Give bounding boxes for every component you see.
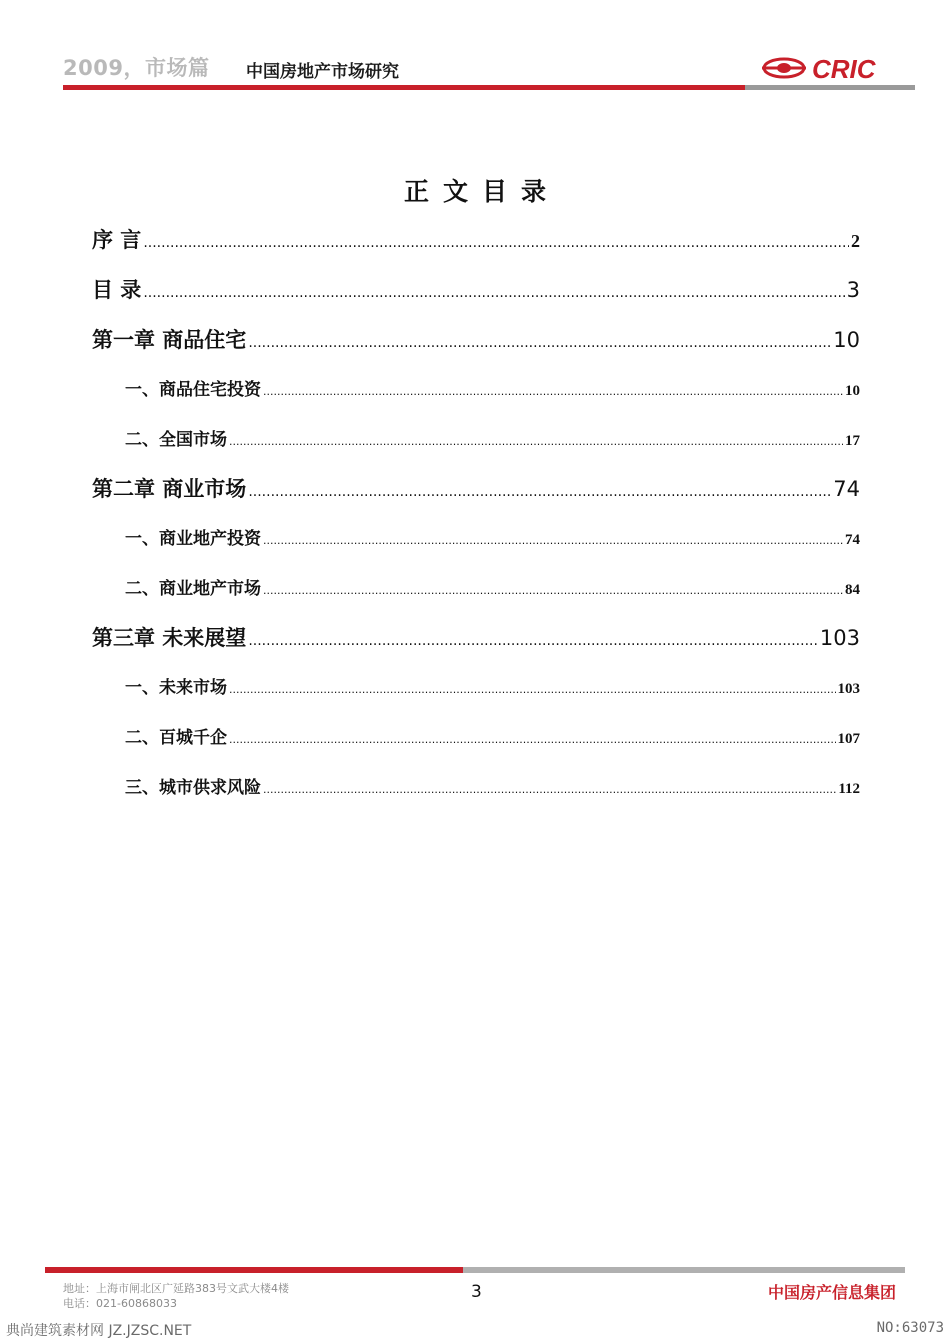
toc-leader-dots (143, 285, 844, 301)
header-bar-gray (745, 85, 915, 90)
toc-leader-dots (229, 683, 836, 696)
toc-page-number: 107 (837, 731, 860, 747)
header-bar-red (63, 85, 745, 90)
toc-label: 一、商业地产投资 (125, 529, 261, 549)
toc-leader-dots (248, 633, 818, 649)
cric-logo (760, 52, 902, 84)
toc-section-row[interactable] (125, 375, 860, 400)
toc-label: 二、商业地产市场 (125, 579, 261, 599)
toc-page-number: 103 (837, 681, 860, 697)
toc-page-number: 84 (845, 582, 860, 598)
document-title: 正文目录 (403, 177, 560, 206)
toc-leader-dots (263, 385, 843, 398)
toc-section-row[interactable] (125, 673, 860, 698)
toc-section-row[interactable] (125, 773, 860, 798)
toc-label: 序 言 (92, 228, 142, 252)
toc-label: 第二章 商业市场 (92, 477, 247, 501)
watermark-left: 典尚建筑素材网 JZ.JZSC.NET (6, 1323, 192, 1339)
toc-label: 二、全国市场 (125, 430, 227, 450)
toc-chapter-row[interactable] (92, 324, 860, 354)
footer-bar-red (45, 1267, 463, 1273)
toc-page-number: 74 (833, 477, 860, 501)
toc-page-number: 103 (819, 626, 860, 650)
toc-section-row[interactable] (125, 425, 860, 450)
toc-label: 三、城市供求风险 (125, 778, 261, 798)
footer-bar-gray (463, 1267, 905, 1273)
toc-leader-dots (143, 235, 849, 251)
toc-label: 一、未来市场 (125, 678, 227, 698)
footer-phone: 电话：021-60868033 (63, 1297, 177, 1310)
toc-label: 第三章 未来展望 (92, 626, 247, 650)
footer-page-number: 3 (471, 1282, 482, 1302)
toc-label: 一、商品住宅投资 (125, 380, 261, 400)
toc-page-number: 17 (845, 433, 860, 449)
toc-page-number: 112 (838, 781, 860, 797)
svg-text:CRIC: CRIC (812, 54, 876, 84)
toc-leader-dots (229, 733, 836, 746)
toc-page-number: 10 (845, 383, 860, 399)
toc-leader-dots (263, 534, 843, 547)
toc-chapter-row[interactable] (92, 473, 860, 503)
header-year-label: 2009，市场篇 (63, 56, 210, 80)
toc-leader-dots (248, 484, 831, 500)
toc-chapter-row[interactable] (92, 622, 860, 652)
toc-section-row[interactable] (125, 723, 860, 748)
toc-label: 二、百城千企 (125, 728, 227, 748)
toc-leader-dots (263, 783, 836, 796)
toc-section-row[interactable] (125, 574, 860, 599)
toc-page-number: 2 (851, 231, 860, 251)
toc-leader-dots (229, 435, 843, 448)
toc-label: 目 录 (92, 278, 142, 302)
toc-page-number: 74 (845, 532, 860, 548)
toc-label: 第一章 商品住宅 (92, 328, 247, 352)
footer-address-block (63, 1281, 289, 1311)
toc-chapter-row[interactable] (92, 224, 860, 254)
toc-section-row[interactable] (125, 524, 860, 549)
watermark-right: NO:63073 (876, 1320, 944, 1336)
toc-page-number: 10 (833, 328, 860, 352)
footer-address: 地址：上海市闸北区广延路383号文武大楼4楼 (63, 1282, 289, 1295)
toc-chapter-row[interactable] (92, 274, 860, 304)
header-title: 中国房地产市场研究 (246, 62, 399, 82)
toc-page-number: 3 (846, 278, 860, 302)
toc-leader-dots (248, 335, 831, 351)
toc-leader-dots (263, 584, 843, 597)
footer-company: 中国房产信息集团 (768, 1283, 897, 1302)
